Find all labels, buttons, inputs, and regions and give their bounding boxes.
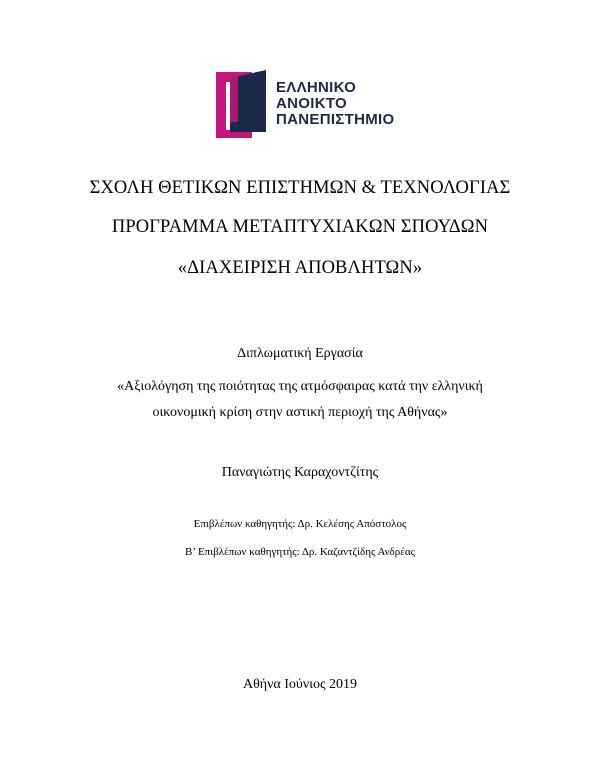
thesis-title-line-1: «Αξιολόγηση της ποιότητας της ατμόσφαιρας κατά την ελληνική — [117, 379, 483, 394]
author-name: Παναγιώτης Καραχοντζίτης — [221, 465, 379, 480]
university-logo-icon — [208, 70, 270, 140]
logo-line-1: ΕΛΛΗΝΙΚΟ — [276, 79, 357, 96]
logo-line-3: ΠΑΝΕΠΙΣΤΗΜΙΟ — [276, 111, 395, 128]
specialization-name: «ΔΙΑΧΕΙΡΙΣΗ ΑΠΟΒΛΗΤΩΝ» — [177, 258, 423, 278]
thesis-title-line-2: οικονομική κρίση στην αστική περιοχή της Αθήνας» — [152, 405, 448, 420]
program-name: ΠΡΟΓΡΑΜΜΑ ΜΕΤΑΠΤΥΧΙΑΚΩΝ ΣΠΟΥΔΩΝ — [111, 217, 489, 237]
thesis-type: Διπλωματική Εργασία — [237, 346, 363, 361]
secondary-supervisor: Β’ Επιβλέπων καθηγητής: Δρ. Καζαντζίδης Ανδρέας — [185, 546, 415, 558]
school-name: ΣΧΟΛΗ ΘΕΤΙΚΩΝ ΕΠΙΣΤΗΜΩΝ & ΤΕΧΝΟΛΟΓΙΑΣ — [89, 178, 511, 198]
university-logo — [208, 70, 408, 142]
place-date: Αθήνα Ιούνιος 2019 — [242, 677, 358, 692]
logo-line-2: ΑΝΟΙΚΤΟ — [276, 95, 347, 112]
logo-wordmark — [276, 80, 394, 128]
primary-supervisor: Επιβλέπων καθηγητής: Δρ. Κελέσης Απόστολος — [193, 518, 407, 530]
